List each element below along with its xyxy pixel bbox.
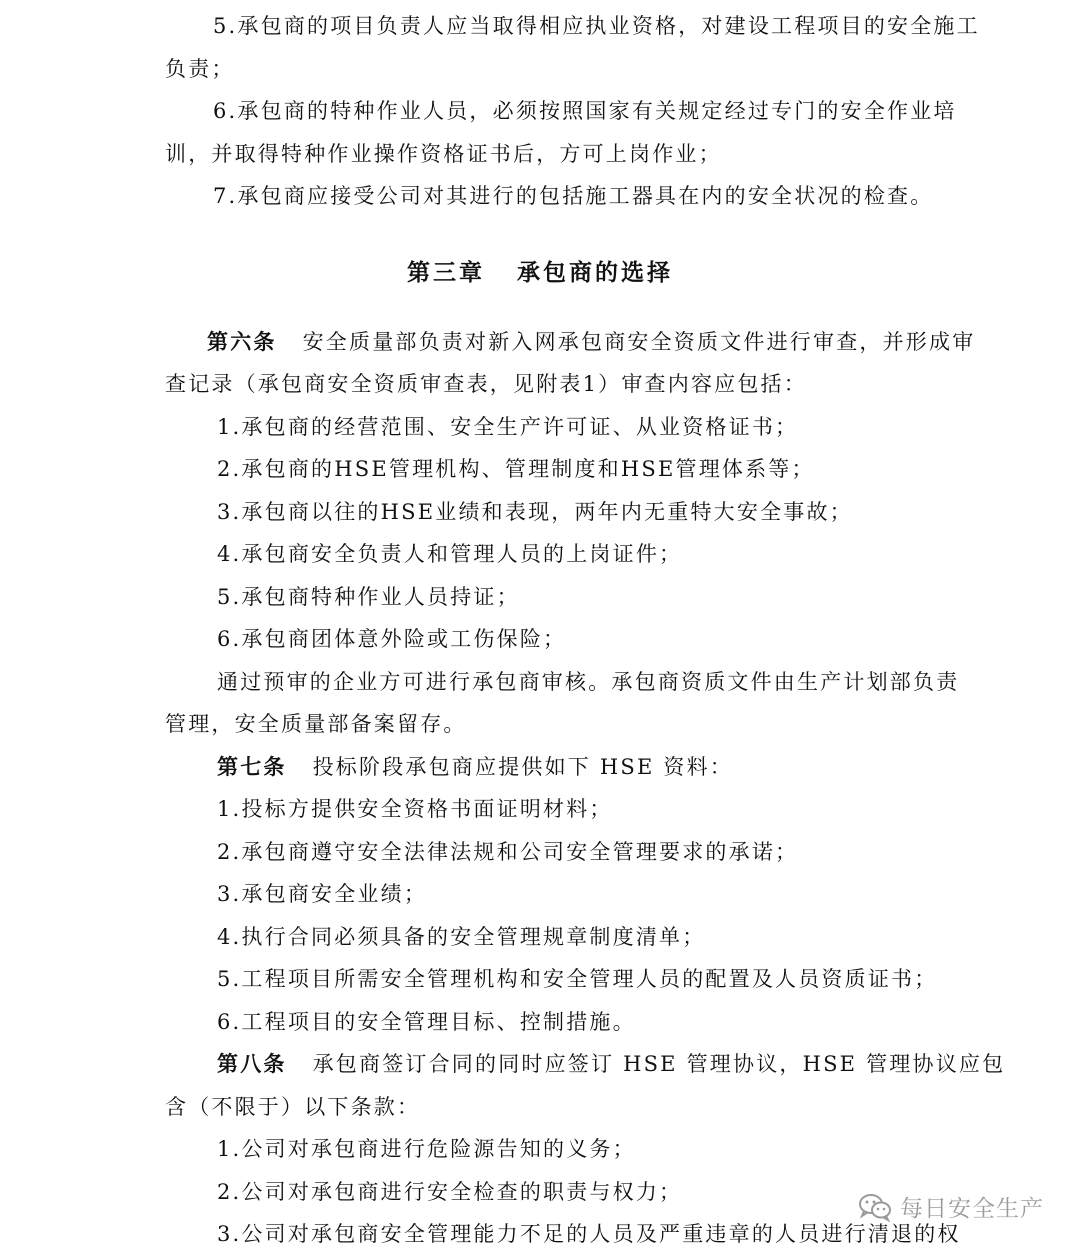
watermark-text: 每日安全生产 xyxy=(900,1196,1044,1222)
article-7-item-2: 2.承包商遵守安全法律法规和公司安全管理要求的承诺； xyxy=(217,840,799,864)
article-8-text: 承包商签订合同的同时应签订 HSE 管理协议，HSE 管理协议应包 xyxy=(312,1052,1006,1076)
article-6-text: 安全质量部负责对新入网承包商安全资质文件进行审查，并形成审 xyxy=(302,330,976,354)
top-item-5-line1: 5.承包商的项目负责人应当取得相应执业资格，对建设工程项目的安全施工 xyxy=(213,14,980,38)
article-8-item-1: 1.公司对承包商进行危险源告知的义务； xyxy=(217,1137,636,1161)
article-8-item-2: 2.公司对承包商进行安全检查的职责与权力； xyxy=(217,1180,683,1204)
article-7-item-5: 5.工程项目所需安全管理机构和安全管理人员的配置及人员资质证书； xyxy=(217,967,938,991)
article-6-item-4: 4.承包商安全负责人和管理人员的上岗证件； xyxy=(217,542,683,566)
article-8-line2: 含（不限于）以下条款： xyxy=(165,1095,421,1119)
article-8-line1 xyxy=(217,1050,1005,1078)
article-6-item-2: 2.承包商的HSE管理机构、管理制度和HSE管理体系等； xyxy=(217,457,815,481)
article-6-line2: 查记录（承包商安全资质审查表，见附表1）审查内容应包括： xyxy=(165,372,807,396)
article-7-item-4: 4.执行合同必须具备的安全管理规章制度清单； xyxy=(217,925,706,949)
article-6-note-line1: 通过预审的企业方可进行承包商审核。承包商资质文件由生产计划部负责 xyxy=(217,670,960,694)
article-8-item-3: 3.公司对承包商安全管理能力不足的人员及严重违章的人员进行清退的权 xyxy=(217,1222,961,1246)
top-item-5-line2: 负责； xyxy=(165,57,235,81)
article-6-item-1: 1.承包商的经营范围、安全生产许可证、从业资格证书； xyxy=(217,415,799,439)
article-7-item-1: 1.投标方提供安全资格书面证明材料； xyxy=(217,797,613,821)
watermark xyxy=(858,1190,1044,1223)
article-7-item-6: 6.工程项目的安全管理目标、控制措施。 xyxy=(217,1010,636,1034)
article-7-line1 xyxy=(217,753,733,781)
article-6-note-line2: 管理，安全质量部备案留存。 xyxy=(165,712,467,736)
article-6-item-5: 5.承包商特种作业人员持证； xyxy=(217,585,520,609)
article-6-line1 xyxy=(207,328,975,356)
article-7-lead: 第七条 xyxy=(217,754,287,779)
wechat-icon xyxy=(858,1192,892,1222)
top-item-7: 7.承包商应接受公司对其进行的包括施工器具在内的安全状况的检查。 xyxy=(213,184,934,208)
article-7-item-3: 3.承包商安全业绩； xyxy=(217,882,428,906)
chapter-number: 第三章 xyxy=(407,259,485,286)
article-7-text: 投标阶段承包商应提供如下 HSE 资料： xyxy=(312,755,733,779)
chapter-heading xyxy=(0,254,1080,287)
chapter-title: 承包商的选择 xyxy=(517,259,673,286)
article-8-lead: 第八条 xyxy=(217,1051,287,1076)
article-6-item-3: 3.承包商以往的HSE业绩和表现，两年内无重特大安全事故； xyxy=(217,500,853,524)
top-item-6-line2: 训，并取得特种作业操作资格证书后，方可上岗作业； xyxy=(165,142,722,166)
article-6-item-6: 6.承包商团体意外险或工伤保险； xyxy=(217,627,567,651)
article-6-lead: 第六条 xyxy=(207,329,277,354)
top-item-6-line1: 6.承包商的特种作业人员，必须按照国家有关规定经过专门的安全作业培 xyxy=(213,99,957,123)
